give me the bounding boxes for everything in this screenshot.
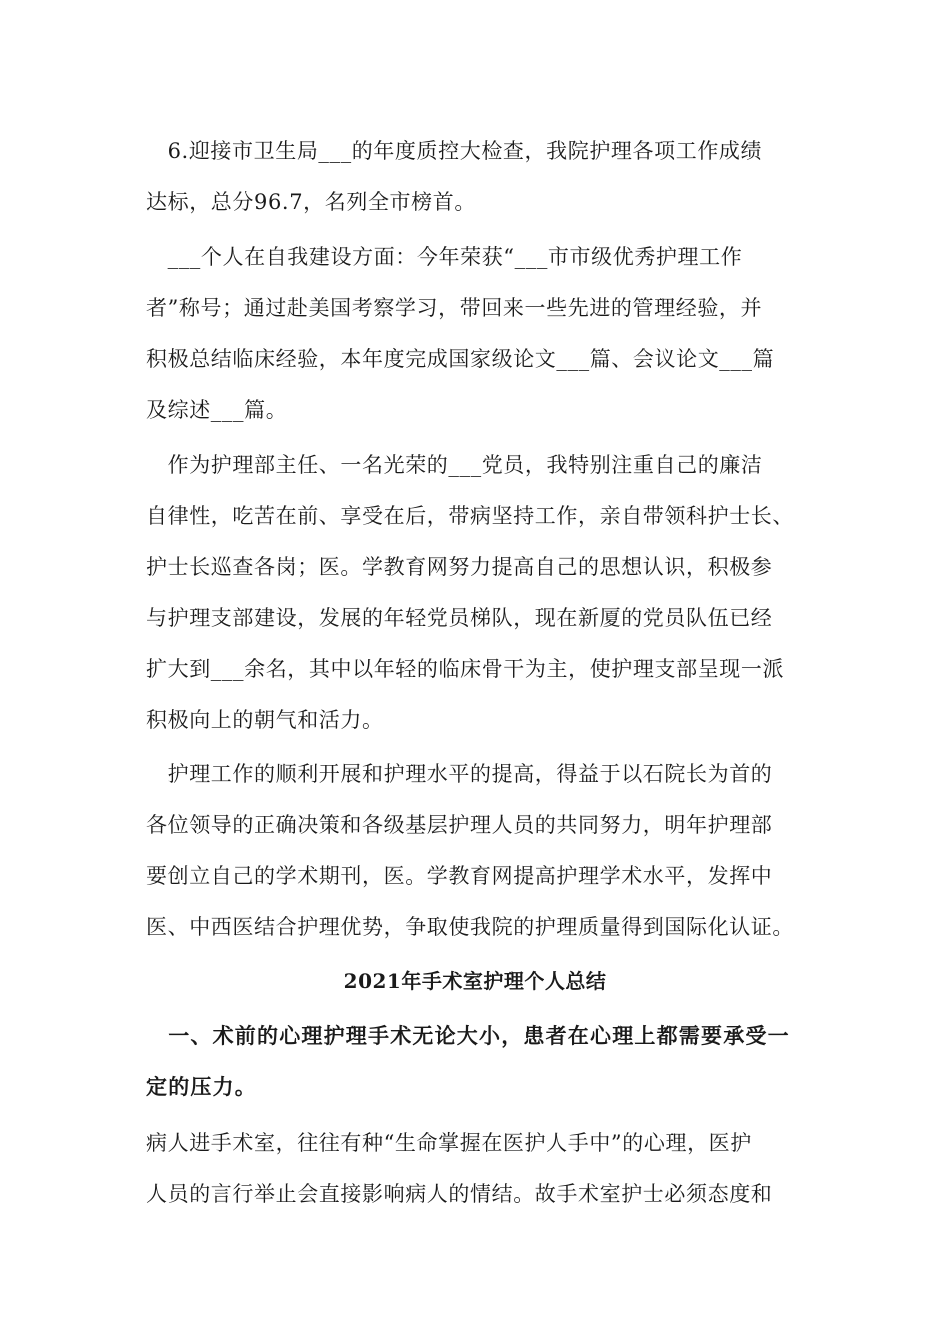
- paragraph-2-line-2: 者”称号；通过赴美国考察学习，带回来一些先进的管理经验，并: [146, 296, 763, 320]
- paragraph-3-line-4: 与护理支部建设，发展的年轻党员梯队，现在新厦的党员队伍已经: [146, 606, 773, 630]
- paragraph-4-line-4: 医、中西医结合护理优势，争取使我院的护理质量得到国际化认证。: [146, 915, 794, 939]
- paragraph-4-line-2: 各位领导的正确决策和各级基层护理人员的共同努力，明年护理部: [146, 813, 773, 837]
- paragraph-4-line-1: 护理工作的顺利开展和护理水平的提高，得益于以石院长为首的: [146, 762, 773, 786]
- body-line-1: 病人进手术室，往往有种“生命掌握在医护人手中”的心理，医护: [146, 1131, 752, 1155]
- paragraph-3-line-2: 自律性，吃苦在前、享受在后，带病坚持工作，亲自带领科护士长、: [146, 504, 794, 528]
- section-title: 2021年手术室护理个人总结: [343, 969, 607, 993]
- paragraph-2-line-4: 及综述___篇。: [146, 398, 288, 422]
- body-line-2: 人员的言行举止会直接影响病人的情结。故手术室护士必须态度和: [146, 1182, 773, 1206]
- heading-line-2: 定的压力。: [146, 1074, 257, 1099]
- paragraph-1-line-2: 达标，总分96.7，名列全市榜首。: [146, 190, 476, 214]
- paragraph-1-line-1: 6.迎接市卫生局___的年度质控大检查，我院护理各项工作成绩: [146, 139, 763, 163]
- heading-line-1: 一、术前的心理护理手术无论大小，患者在心理上都需要承受一: [146, 1023, 790, 1048]
- paragraph-4-line-3: 要创立自己的学术期刊，医。学教育网提高护理学术水平，发挥中: [146, 864, 773, 888]
- paragraph-3-line-5: 扩大到___余名，其中以年轻的临床骨干为主，使护理支部呈现一派: [146, 657, 785, 681]
- paragraph-3-line-6: 积极向上的朝气和活力。: [146, 708, 384, 732]
- paragraph-3-line-1: 作为护理部主任、一名光荣的___党员，我特别注重自己的廉洁: [146, 453, 763, 477]
- paragraph-2-line-1: ___个人在自我建设方面：今年荣获“___市市级优秀护理工作: [146, 245, 743, 269]
- paragraph-3-line-3: 护士长巡查各岗；医。学教育网努力提高自己的思想认识，积极参: [146, 555, 773, 579]
- paragraph-2-line-3: 积极总结临床经验，本年度完成国家级论文___篇、会议论文___篇: [146, 347, 775, 371]
